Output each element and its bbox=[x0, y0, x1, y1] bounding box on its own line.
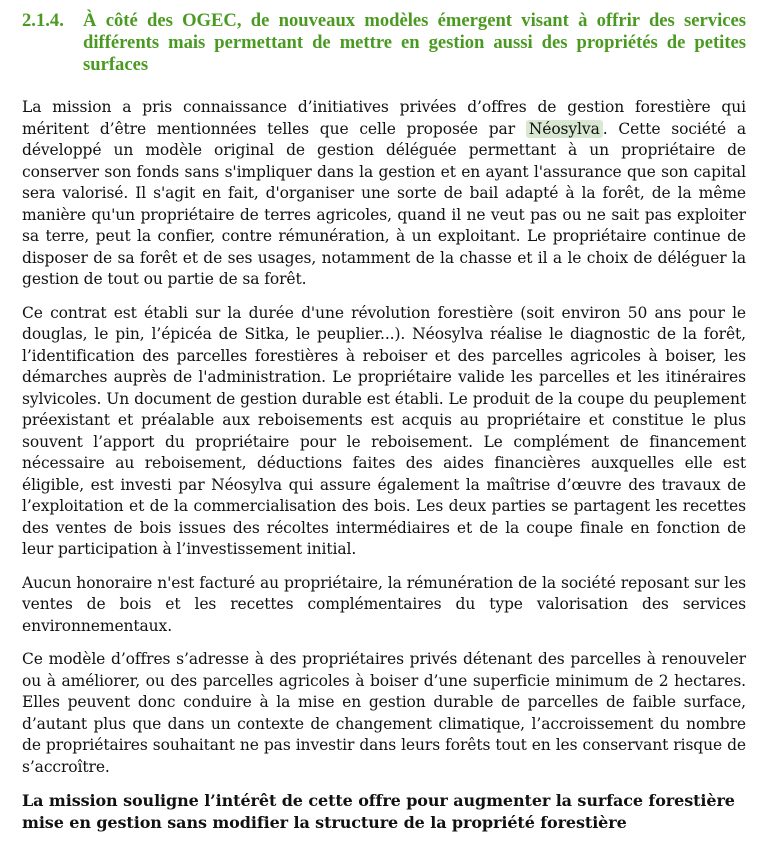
section-heading bbox=[22, 10, 746, 76]
highlighted-company-name: Néosylva bbox=[526, 120, 603, 138]
document-page bbox=[22, 10, 746, 845]
paragraph-fees: Aucun honoraire n'est facturé au propriétaire, la rémunération de la société reposant sur les ventes de bois et les recettes complémentaires du type valorisation des services environnementaux. bbox=[22, 573, 746, 635]
paragraph-intro-end: . Cette société a développé un modèle original de gestion déléguée permettant à un propriétaire de conserver son fonds sans s'impliquer dans la gestion et en ayant l'assurance que son capital sera valorisé. Il s'agit en fait, d'organiser une sorte de bail adapté à la forêt, de la même manière qu'un propriétaire de terres agricoles, quand il ne veut pas ou ne sait pas exploiter sa terre, peut la confier, contre rémunération, à un exploitant. Le propriétaire continue de disposer de sa forêt et de ses usages, notamment de la chasse et il a le choix de déléguer la gestion de tout ou partie de sa forêt. bbox=[22, 119, 746, 288]
paragraph-intro bbox=[22, 97, 746, 291]
paragraph-target-owners: Ce modèle d’offres s’adresse à des propriétaires privés détenant des parcelles à renouveler ou à améliorer, ou des parcelles agricoles à boiser d’une superficie minimum de 2 hectares. Elles peuvent donc conduire à la mise en gestion durable de parcelles de faible surface, d’autant plus que dans un contexte de changement climatique, l’accroissement du nombre de propriétaires souhaitant ne pas investir dans leurs forêts tout en les conservant risque de s’accroître. bbox=[22, 650, 746, 776]
section-number: 2.1.4. bbox=[22, 10, 64, 31]
paragraph-intro-start: La mission a pris connaissance d’initiatives privées d’offres de gestion forestière qui méritent d’être mentionnées telles que celle proposée par bbox=[22, 98, 746, 138]
section-title: À côté des OGEC, de nouveaux modèles émergent visant à offrir des services différents mais permettant de mettre en gestion aussi des propriétés de petites surfaces bbox=[83, 10, 746, 75]
paragraph-contract: Ce contrat est établi sur la durée d'une révolution forestière (soit environ 50 ans pour le douglas, le pin, l’épicéa de Sitka, le peuplier...). Néosylva réalise le diagnostic de la forêt, l’identification des parcelles forestières à reboiser et des parcelles agricoles à boiser, les démarches auprès de l'administration. Le propriétaire valide les parcelles et les itinéraires sylvicoles. Un document de gestion durable est établi. Le produit de la coupe du peuplement préexistant et préalable aux reboisements est acquis au propriétaire et constitue le plus souvent l’apport du propriétaire pour le reboisement. Le complément de financement nécessaire au reboisement, déductions faites des aides financières auxquelles elle est éligible, est investi par Néosylva qui assure également la maîtrise d’œuvre des travaux de l’exploitation et de la commercialisation des bois. Les deux parties se partagent les recettes des ventes de bois issues des récoltes intermédiaires et de la coupe finale en fonction de leur participation à l’investissement initial. bbox=[22, 303, 746, 558]
paragraph-conclusion: La mission souligne l’intérêt de cette offre pour augmenter la surface forestière mise en gestion sans modifier la structure de la propriété forestière bbox=[22, 791, 735, 832]
